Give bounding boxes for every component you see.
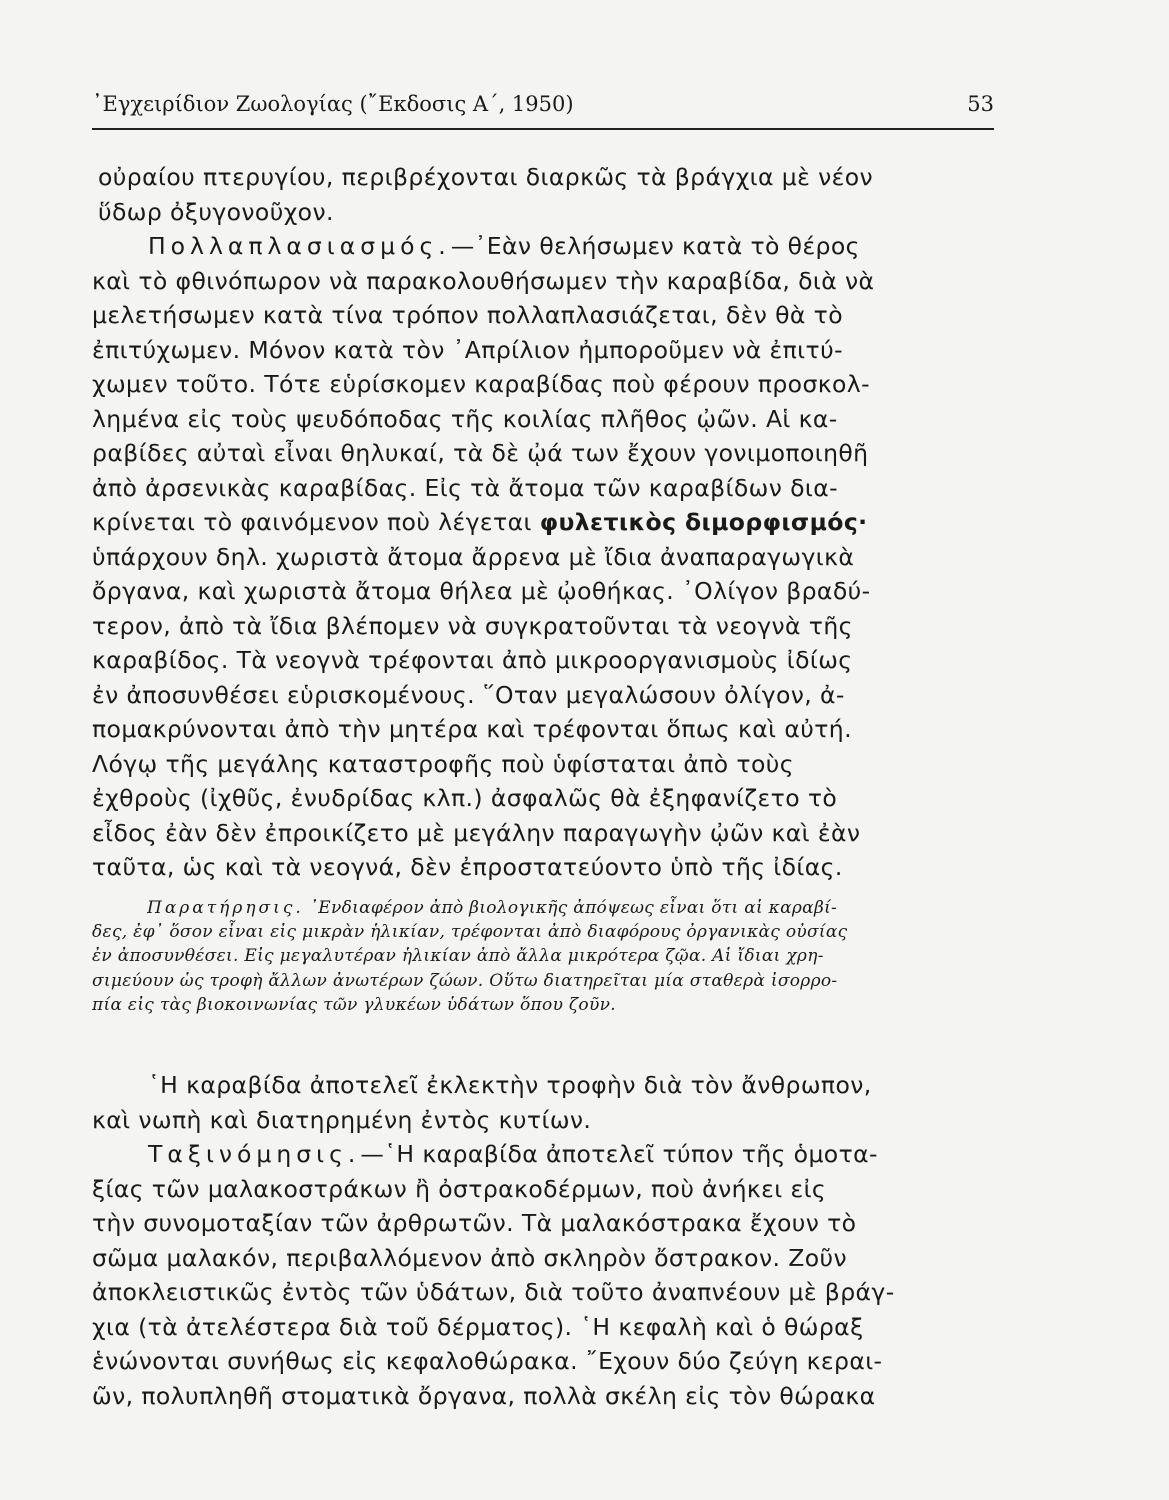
note-line <box>147 896 992 920</box>
text-line: χωμεν τοῦτο. Τότε εὑρίσκομεν καραβίδας ποὺ φέρουν προσκολ- <box>92 370 870 398</box>
remark-note <box>92 896 992 1017</box>
text-line: ταῦτα, ὡς καὶ τὰ νεογνά, δὲν ἐπροστατεύοντο ὑπὸ τῆς ἰδίας. <box>92 853 843 881</box>
text-line: λημένα εἰς τοὺς ψευδόποδας τῆς κοιλίας πλῆθος ᾠῶν. Αἱ κα- <box>92 404 838 433</box>
text-line: τερον, ἀπὸ τὰ ἴδια βλέπομεν νὰ συγκρατοῦνται τὰ νεογνὰ τῆς <box>92 611 853 640</box>
text-line: πομακρύνονται ἀπὸ τὴν μητέρα καὶ τρέφονται ὅπως καὶ αὐτή. <box>92 715 852 743</box>
text-line <box>92 505 994 540</box>
text-line: ἐχθροὺς (ἰχθῦς, ἐνυδρίδας κλπ.) ἀσφαλῶς θὰ ἐξηφανίζετο τὸ <box>92 784 838 812</box>
text-line: οὐραίου πτερυγίου, περιβρέχονται διαρκῶς τὰ βράγχια μὲ νέον <box>98 163 874 191</box>
text-line: ὑπάρχουν δηλ. χωριστὰ ἄτομα ἄρρενα μὲ ἴδια ἀναπαραγωγικὰ <box>92 542 855 571</box>
text-line: τὴν συνομοταξίαν τῶν ἀρθρωτῶν. Τὰ μαλακόστρακα ἔχουν τὸ <box>92 1209 857 1237</box>
page-number: 53 <box>967 92 994 116</box>
text-line: ἑνώνονται συνήθως εἰς κεφαλοθώρακα. ῎Εχουν δύο ζεύγη κεραι- <box>92 1347 883 1375</box>
header-rule <box>92 128 994 130</box>
note-line: δες, ἐφ᾿ ὅσον εἶναι εἰς μικρὰν ἡλικίαν, τρέφονται ἀπὸ διαφόρους ὀργανικὰς οὐσίας <box>92 922 848 943</box>
note-line: πία εἰς τὰς βιοκοινωνίας τῶν γλυκέων ὑδάτων ὅπου ζοῦν. <box>92 994 616 1015</box>
text-line: ῾Η καραβίδα ἀποτελεῖ ἐκλεκτὴν τροφὴν διὰ τὸν ἄνθρωπον, <box>148 1071 872 1099</box>
text-line: χια (τὰ ἀτελέστερα διὰ τοῦ δέρματος). ῾Η κεφαλὴ καὶ ὁ θώραξ <box>92 1312 864 1341</box>
text-line: ὄργανα, καὶ χωριστὰ ἄτομα θήλεα μὲ ᾠοθήκας. ᾿Ολίγον βραδύ- <box>92 577 871 605</box>
text-line: ραβίδες αὐταὶ εἶναι θηλυκαί, τὰ δὲ ᾠά των ἔχουν γονιμοποιηθῆ <box>92 439 869 467</box>
text-line: ἐπιτύχωμεν. Μόνον κατὰ τὸν ᾿Απρίλιον ἠμποροῦμεν νὰ ἐπιτύ- <box>92 335 843 364</box>
text-fragment: —᾿Εὰν θελήσωμεν κατὰ τὸ θέρος <box>450 232 860 260</box>
note-line: ἐν ἀποσυνθέσει. Εἰς μεγαλυτέραν ἡλικίαν ἀπὸ ἄλλα μικρότερα ζῷα. Αἱ ἴδιαι χρη- <box>92 946 824 967</box>
main-text <box>92 160 994 885</box>
text-line: Λόγῳ τῆς μεγάλης καταστροφῆς ποὺ ὑφίσταται ἀπὸ τοὺς <box>92 749 794 778</box>
text-fragment: ᾿Ενδιαφέρον ἀπὸ βιολογικῆς ἀπόψεως εἶναι ὅτι αἱ καραβί- <box>309 898 838 918</box>
text-line: καὶ τὸ φθινόπωρον νὰ παρακολουθήσωμεν τὴν καραβίδα, διὰ νὰ <box>92 266 875 295</box>
text-line: σῶμα μαλακόν, περιβαλλόμενον ἀπὸ σκληρὸν ὄστρακον. Ζοῦν <box>92 1243 848 1272</box>
text-line: ἀπὸ ἀρσενικὰς καραβίδας. Εἰς τὰ ἄτομα τῶν καραβίδων δια- <box>92 473 839 502</box>
text-line: καραβίδος. Τὰ νεογνὰ τρέφονται ἀπὸ μικροοργανισμοὺς ἰδίως <box>92 646 853 674</box>
text-fragment: κρίνεται τὸ φαινόμενον ποὺ λέγεται <box>92 508 532 536</box>
text-line: εἶδος ἐὰν δὲν ἐπροικίζετο μὲ μεγάλην παραγωγὴν ᾠῶν καὶ ἐὰν <box>92 818 861 847</box>
text-line <box>92 1137 994 1172</box>
running-title: ᾿Εγχειρίδιον Ζωολογίας (῎Εκδοσις Α΄, 1950) <box>92 92 574 116</box>
text-line: μελετήσωμεν κατὰ τίνα τρόπον πολλαπλασιάζεται, δὲν θὰ τὸ <box>92 301 844 329</box>
text-line: καὶ νωπὴ καὶ διατηρημένη ἐντὸς κυτίων. <box>92 1105 592 1134</box>
note-heading: Παρατήρησις. <box>147 898 304 918</box>
text-line <box>92 229 994 264</box>
text-line: ξίας τῶν μαλακοστράκων ἢ ὀστρακοδέρμων, ποὺ ἀνήκει εἰς <box>92 1174 827 1203</box>
bold-term: φυλετικὸς διμορφισμός· <box>539 508 868 536</box>
running-header <box>92 92 994 128</box>
text-line: ὕδωρ ὀξυγονοῦχον. <box>98 197 334 226</box>
section-heading-classification: Ταξινόμησις. <box>148 1140 361 1168</box>
text-line: ῶν, πολυπληθῆ στοματικὰ ὄργανα, πολλὰ σκέλη εἰς τὸν θώρακα <box>92 1381 876 1410</box>
section-heading-reproduction: Πολλαπλασιασμός. <box>148 232 451 260</box>
note-line: σιμεύουν ὡς τροφὴ ἄλλων ἀνωτέρων ζώων. Οὕτω διατηρεῖται μία σταθερὰ ἰσορρο- <box>92 970 838 991</box>
text-line: ἀποκλειστικῶς ἐντὸς τῶν ὑδάτων, διὰ τοῦτο ἀναπνέουν μὲ βράγ- <box>92 1278 895 1306</box>
text-line: ἐν ἀποσυνθέσει εὑρισκομένους. ῞Οταν μεγαλώσουν ὀλίγον, ἀ- <box>92 680 845 709</box>
text-fragment: —῾Η καραβίδα ἀποτελεῖ τύπον τῆς ὁμοτα- <box>360 1140 878 1168</box>
classification-text <box>92 1068 994 1413</box>
